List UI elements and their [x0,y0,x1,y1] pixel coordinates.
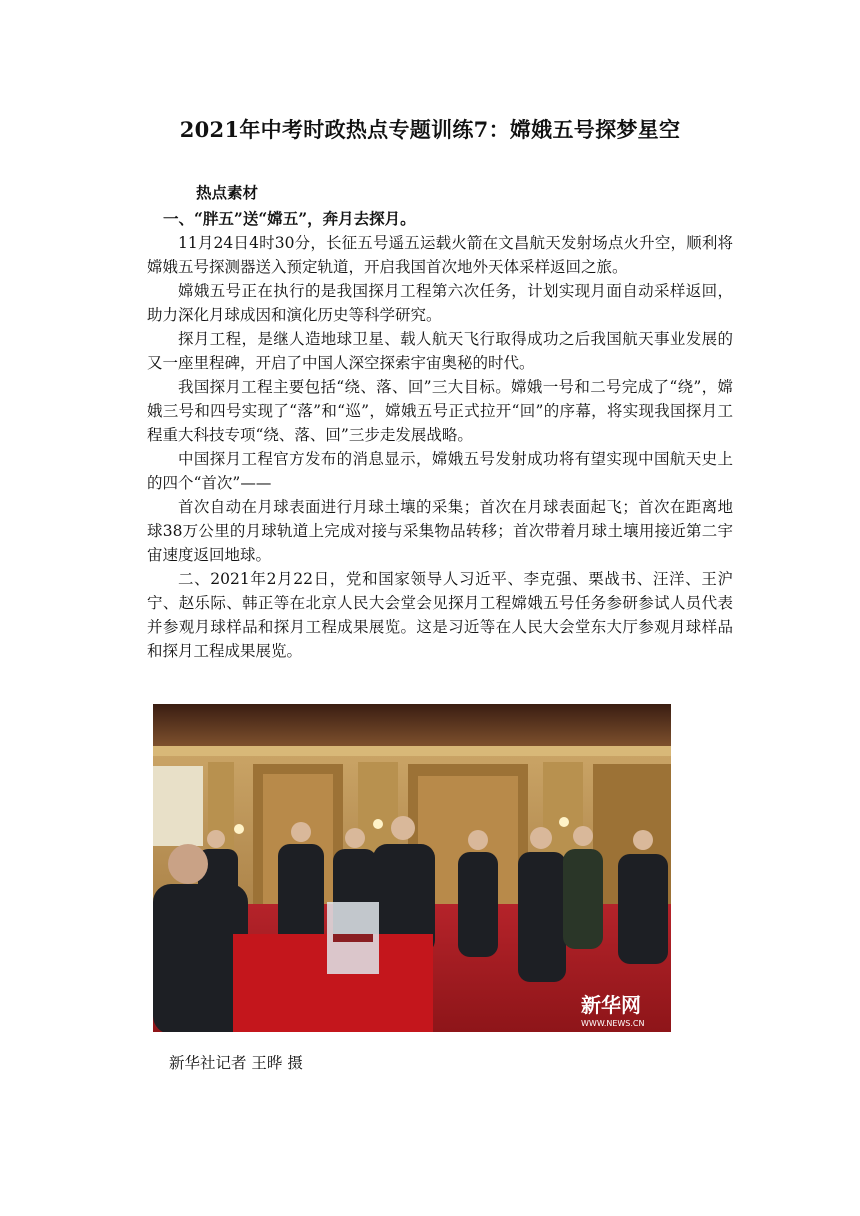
paragraph: 我国探月工程主要包括“绕、落、回”三大目标。嫦娥一号和二号完成了“绕”，嫦娥三号和四号实现了“落”和“巡”，嫦娥五号正式拉开“回”的序幕，将实现我国探月工程重大科技专项“绕、落、回”三步走发展战略。 [147,378,733,444]
paragraph: 嫦娥五号正在执行的是我国探月工程第六次任务，计划实现月面自动采样返回，助力深化月球成因和演化历史等科学研究。 [147,282,733,324]
watermark-text: 新华网 [581,993,641,1017]
paragraph: 二、2021年2月22日，党和国家领导人习近平、李克强、栗战书、汪洋、王沪宁、赵乐际、韩正等在北京人民大会堂会见探月工程嫦娥五号任务参研参试人员代表并参观月球样品和探月工程成果展览。这是习近等在人民大会堂东大厅参观月球样品和探月工程成果展览。 [147,570,733,660]
section-label: 热点素材 [196,183,259,202]
news-photo [153,704,671,1032]
paragraph: 首次自动在月球表面进行月球土壤的采集；首次在月球表面起飞；首次在距离地球38万公里的月球轨道上完成对接与采集物品转移；首次带着月球土壤用接近第二宇宙速度返回地球。 [147,498,733,564]
body-text [147,231,733,663]
watermark [581,993,645,1028]
photo-caption: 新华社记者 王晔 摄 [169,1054,303,1072]
watermark-url: WWW.NEWS.CN [581,1019,645,1028]
paragraph: 11月24日4时30分，长征五号遥五运载火箭在文昌航天发射场点火升空，顺利将嫦娥五号探测器送入预定轨道，开启我国首次地外天体采样返回之旅。 [147,234,733,276]
subheading: 一、“胖五”送“嫦五”，奔月去探月。 [163,209,416,228]
page-title: 2021年中考时政热点专题训练7：嫦娥五号探梦星空 [179,117,681,142]
paragraph: 中国探月工程官方发布的消息显示，嫦娥五号发射成功将有望实现中国航天史上的四个“首次”—— [147,450,733,492]
paragraph: 探月工程，是继人造地球卫星、载人航天飞行取得成功之后我国航天事业发展的又一座里程碑，开启了中国人深空探索宇宙奥秘的时代。 [147,330,733,372]
